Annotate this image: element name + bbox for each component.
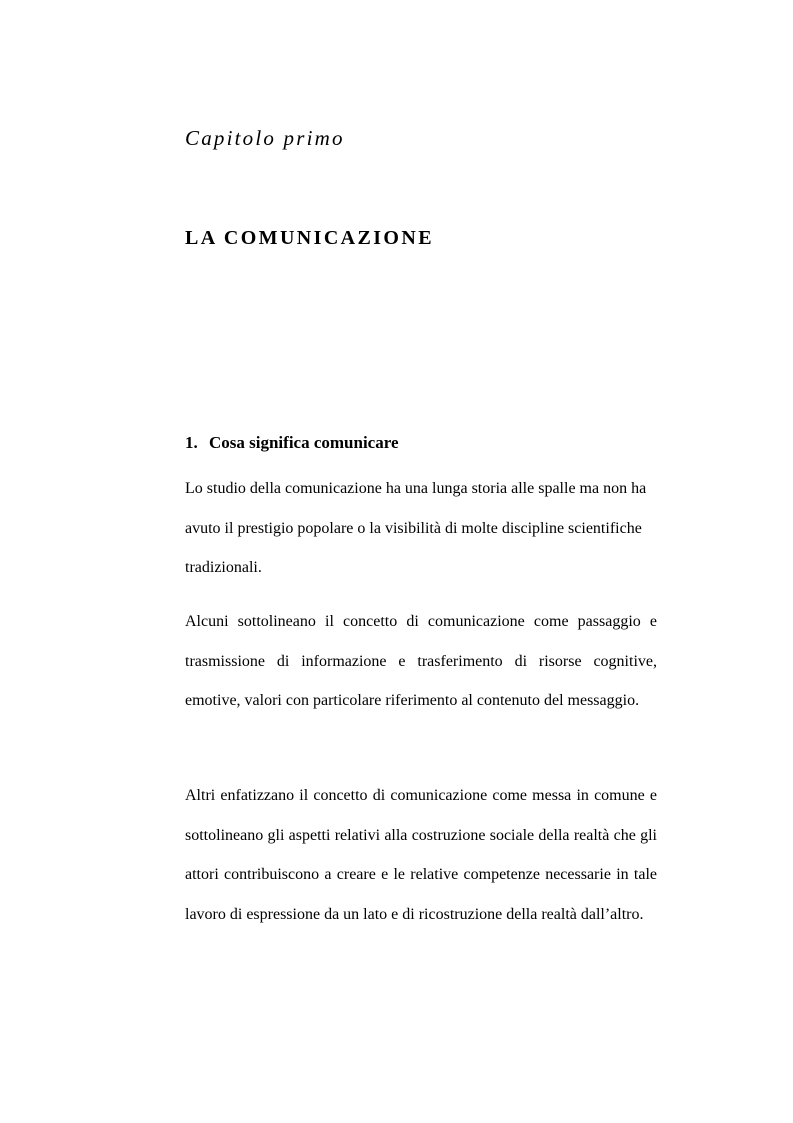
paragraph: Altri enfatizzano il concetto di comunicazione come messa in comune e sottolineano gli aspetti relativi alla costruzione sociale della realtà che gli attori contribuiscono a creare e le relative competenze necessarie in tale lavoro di espressione da un lato e di ricostruzione della realtà dall’altro. — [185, 787, 657, 923]
section-number: 1. — [185, 433, 198, 452]
paragraph: Alcuni sottolineano il concetto di comunicazione come passaggio e trasmissione di informazione e trasferimento di risorse cognitive, emotive, valori con particolare riferimento al contenuto del messaggio. — [185, 613, 657, 710]
section-title: Cosa significa comunicare — [209, 433, 399, 452]
chapter-title: LA COMUNICAZIONE — [185, 227, 434, 249]
chapter-label: Capitolo primo — [185, 126, 345, 150]
section-heading — [185, 431, 399, 455]
paragraph: Lo studio della comunicazione ha una lunga storia alle spalle ma non ha avuto il prestigio popolare o la visibilità di molte discipline scientifiche tradizionali. — [185, 480, 647, 577]
